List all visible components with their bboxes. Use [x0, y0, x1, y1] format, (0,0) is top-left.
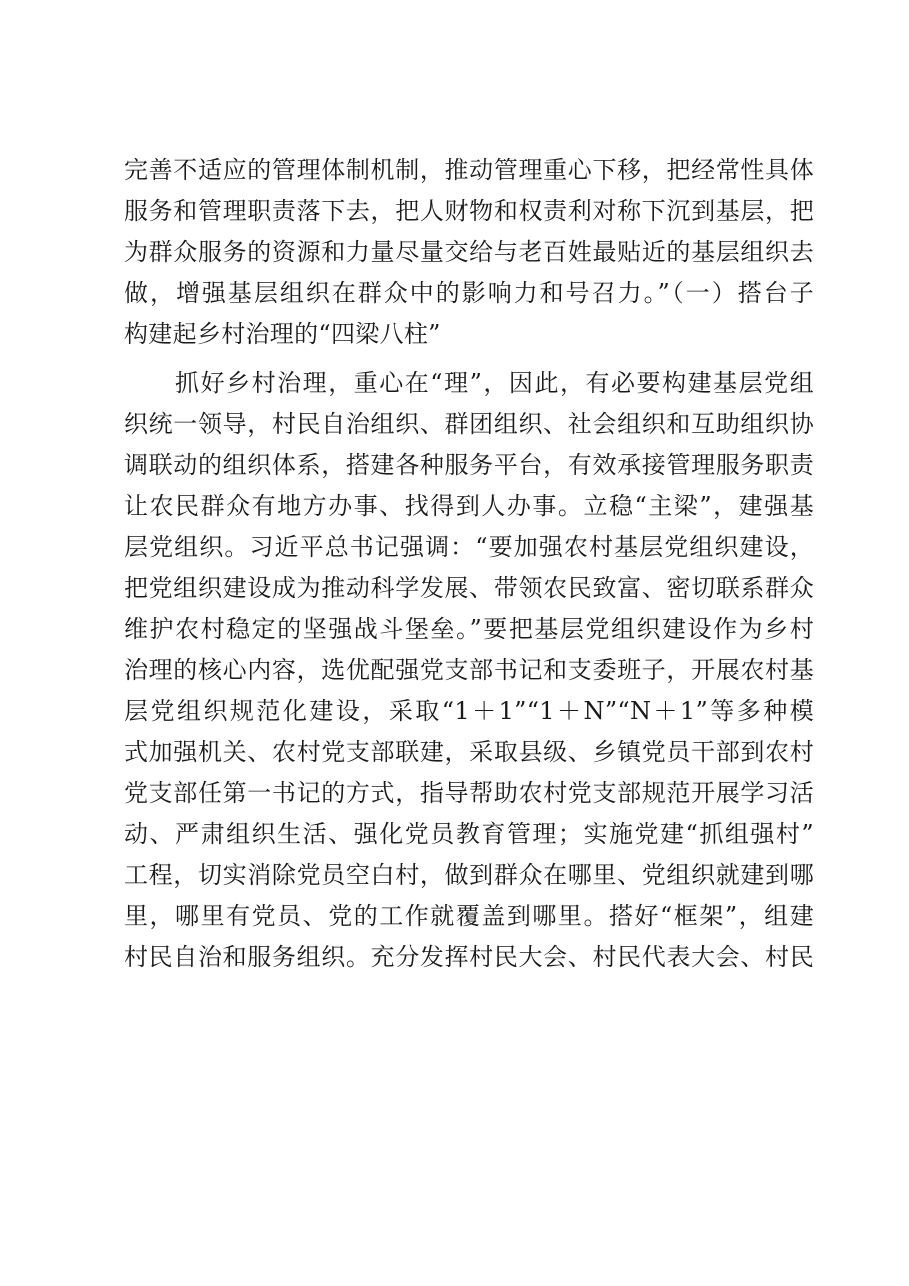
- text-line: 党支部任第一书记的方式，指导帮助农村党支部规范开展学习活: [124, 779, 814, 807]
- paragraph-1: [124, 150, 814, 355]
- text-line: 维护农村稳定的坚强战斗堡垒。”要把基层党组织建设作为乡村: [124, 615, 814, 643]
- text-line: 抓好乡村治理，重心在“理”，因此，有必要构建基层党组: [124, 369, 814, 397]
- text-line: 里，哪里有党员、党的工作就覆盖到哪里。搭好“框架”，组建: [124, 902, 814, 930]
- text-line: 治理的核心内容，选优配强党支部书记和支委班子，开展农村基: [124, 656, 814, 684]
- paragraph-2: [124, 363, 814, 978]
- text-line: 完善不适应的管理体制机制，推动管理重心下移，把经常性具体: [124, 156, 814, 184]
- document-body: [124, 150, 814, 978]
- text-line: 服务和管理职责落下去，把人财物和权责利对称下沉到基层，把: [124, 197, 814, 225]
- text-line: 式加强机关、农村党支部联建，采取县级、乡镇党员干部到农村: [124, 738, 814, 766]
- text-line: 动、严肃组织生活、强化党员教育管理；实施党建“抓组强村”: [124, 820, 814, 848]
- text-line: 工程，切实消除党员空白村，做到群众在哪里、党组织就建到哪: [124, 861, 814, 889]
- text-line: 构建起乡村治理的“四梁八柱”: [124, 320, 441, 348]
- paragraph-gap: [124, 355, 814, 363]
- text-line: 层党组织。习近平总书记强调：“要加强农村基层党组织建设，: [124, 533, 814, 561]
- text-line: 层党组织规范化建设，采取“1＋1”“1＋N”“N＋1”等多种模: [124, 697, 814, 725]
- text-line: 让农民群众有地方办事、找得到人办事。立稳“主梁”，建强基: [124, 492, 814, 520]
- text-line: 做，增强基层组织在群众中的影响力和号召力。”（一）搭台子: [124, 279, 814, 307]
- text-line: 村民自治和服务组织。充分发挥村民大会、村民代表大会、村民: [124, 943, 814, 971]
- text-line: 为群众服务的资源和力量尽量交给与老百姓最贴近的基层组织去: [124, 238, 814, 266]
- text-line: 织统一领导，村民自治组织、群团组织、社会组织和互助组织协: [124, 410, 814, 438]
- text-line: 把党组织建设成为推动科学发展、带领农民致富、密切联系群众: [124, 574, 814, 602]
- text-line: 调联动的组织体系，搭建各种服务平台，有效承接管理服务职责: [124, 451, 814, 479]
